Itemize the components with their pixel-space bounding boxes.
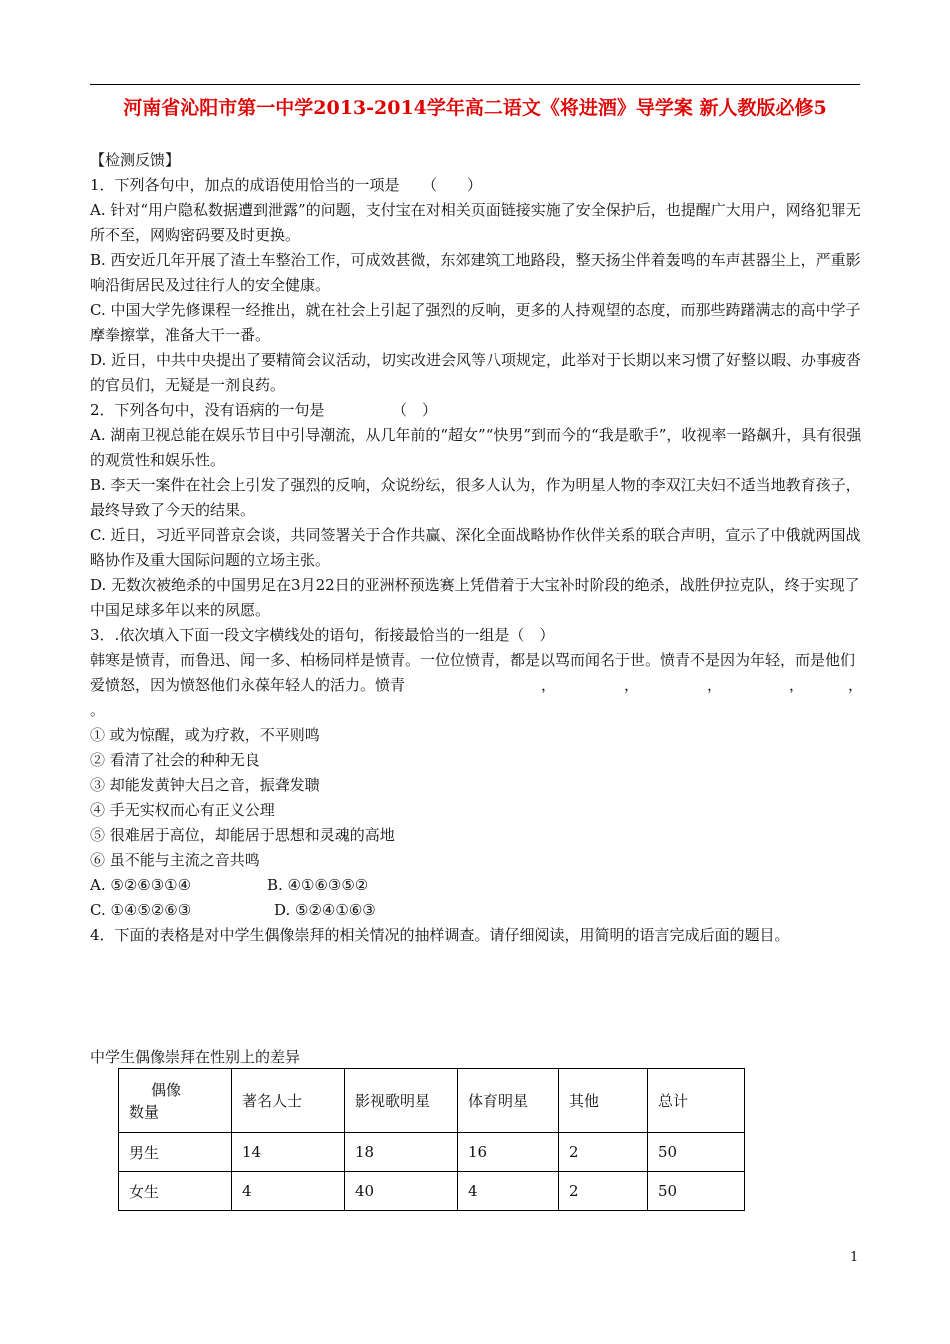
table-header-row — [119, 1069, 745, 1133]
question-2-option-d: D. 无数次被绝杀的中国男足在3月22日的亚洲杯预选赛上凭借着于大宝补时阶段的绝杀，战胜伊拉克队，终于实现了中国足球多年以来的夙愿。 — [90, 576, 860, 619]
table-cell: 4 — [458, 1172, 559, 1211]
survey-table — [118, 1068, 745, 1211]
corner-top-label: 偶像 — [151, 1080, 182, 1099]
table-cell: 50 — [648, 1172, 745, 1211]
table-corner-cell — [119, 1069, 232, 1133]
question-4-stem: 4．下面的表格是对中学生偶像崇拜的相关情况的抽样调查。请仔细阅读，用简明的语言完成后面的题目。 — [90, 926, 790, 944]
question-3-options-row-2 — [90, 898, 862, 923]
question-3-options-row-1 — [90, 873, 862, 898]
table-row-label: 男生 — [119, 1133, 232, 1172]
document-body — [90, 148, 862, 948]
question-3-item-1: ① 或为惊醒，或为疗救，不平则鸣 — [90, 726, 320, 744]
question-3-item-3: ③ 却能发黄钟大吕之音，振聋发聩 — [90, 776, 320, 794]
table-header-cell: 体育明星 — [458, 1069, 559, 1133]
table-cell: 40 — [345, 1172, 458, 1211]
question-2-option-b: B. 李天一案件在社会上引发了强烈的反响，众说纷纭，很多人认为，作为明星人物的李双江夫妇不适当地教育孩子，最终导致了今天的结果。 — [90, 476, 861, 519]
page-number: 1 — [850, 1250, 859, 1265]
section-heading: 【检测反馈】 — [90, 151, 181, 169]
question-3-blanks — [90, 698, 862, 723]
table-cell: 2 — [559, 1172, 648, 1211]
table-cell: 50 — [648, 1133, 745, 1172]
table-row — [119, 1172, 745, 1211]
page-title: 河南省沁阳市第一中学2013-2014学年高二语文《将进酒》导学案 新人教版必修5 — [123, 97, 827, 119]
question-3-item-4: ④ 手无实权而心有正义公理 — [90, 801, 275, 819]
table-cell: 4 — [232, 1172, 345, 1211]
question-2-option-a: A. 湖南卫视总能在娱乐节目中引导潮流，从几年前的“超女”“快男”到而今的“我是歌手”，收视率一路飙升，具有很强的观赏性和娱乐性。 — [90, 426, 862, 469]
table-header-cell: 其他 — [559, 1069, 648, 1133]
table-row-label: 女生 — [119, 1172, 232, 1211]
question-1-option-b: B. 西安近几年开展了渣土车整治工作，可成效甚微，东郊建筑工地路段，整天扬尘伴着轰鸣的车声甚器尘上，严重影响沿街居民及过往行人的安全健康。 — [90, 251, 861, 294]
blank-comma-1: ， — [541, 676, 557, 694]
question-3-item-5: ⑤ 很难居于高位，却能居于思想和灵魂的高地 — [90, 826, 395, 844]
question-3-stem: 3．.依次填入下面一段文字横线处的语句，衔接最恰当的一组是（ ） — [90, 626, 555, 644]
table-row — [119, 1133, 745, 1172]
table-cell: 2 — [559, 1133, 648, 1172]
table-caption: 中学生偶像崇拜在性别上的差异 — [90, 1048, 301, 1066]
question-1-option-d: D. 近日，中共中央提出了要精简会议活动，切实改进会风等八项规定，此举对于长期以来习惯了好整以暇、办事疲沓的官员们，无疑是一剂良药。 — [90, 351, 862, 394]
corner-bottom-label: 数量 — [129, 1102, 160, 1121]
question-3-option-b: B. ④①⑥③⑤② — [267, 876, 369, 894]
table-header-cell: 著名人士 — [232, 1069, 345, 1133]
question-3-item-6: ⑥ 虽不能与主流之音共鸣 — [90, 851, 260, 869]
blank-comma-3: ， — [707, 676, 723, 694]
table-cell: 14 — [232, 1133, 345, 1172]
question-3-passage: 韩寒是愤青，而鲁迅、闻一多、柏杨同样是愤青。一位位愤青，都是以骂而闻名于世。愤青不是因为年轻，而是他们爱愤怒，因为愤怒他们永葆年轻人的活力。愤青 — [90, 651, 856, 694]
header-rule — [90, 84, 860, 85]
question-1-option-a: A. 针对“用户隐私数据遭到泄露”的问题，支付宝在对相关页面链接实施了安全保护后，也提醒广大用户，网络犯罪无所不至，网购密码要及时更换。 — [90, 201, 861, 244]
blank-comma-5: ， — [848, 676, 864, 694]
question-1-stem: 1．下列各句中，加点的成语使用恰当的一项是 （ ） — [90, 176, 483, 194]
blank-end-mark: 。 — [90, 701, 106, 719]
blank-comma-4: ， — [789, 676, 805, 694]
question-2-option-c: C. 近日，习近平同普京会谈，共同签署关于合作共赢、深化全面战略协作伙伴关系的联合声明，宣示了中俄就两国战略协作及重大国际问题的立场主张。 — [90, 526, 861, 569]
table-header-cell: 总计 — [648, 1069, 745, 1133]
blank-comma-2: ， — [624, 676, 640, 694]
question-3-item-2: ② 看清了社会的种种无良 — [90, 751, 260, 769]
table-cell: 18 — [345, 1133, 458, 1172]
question-2-stem: 2．下列各句中，没有语病的一句是 （ ） — [90, 401, 438, 419]
question-1-option-c: C. 中国大学先修课程一经推出，就在社会上引起了强烈的反响，更多的人持观望的态度，而那些踌躇满志的高中学子摩拳擦掌，准备大干一番。 — [90, 301, 861, 344]
question-3-option-c: C. ①④⑤②⑥③ — [90, 901, 192, 919]
question-3-option-d: D. ⑤②④①⑥③ — [274, 901, 376, 919]
table-header-cell: 影视歌明星 — [345, 1069, 458, 1133]
question-3-option-a: A. ⑤②⑥③①④ — [90, 876, 192, 894]
table-cell: 16 — [458, 1133, 559, 1172]
